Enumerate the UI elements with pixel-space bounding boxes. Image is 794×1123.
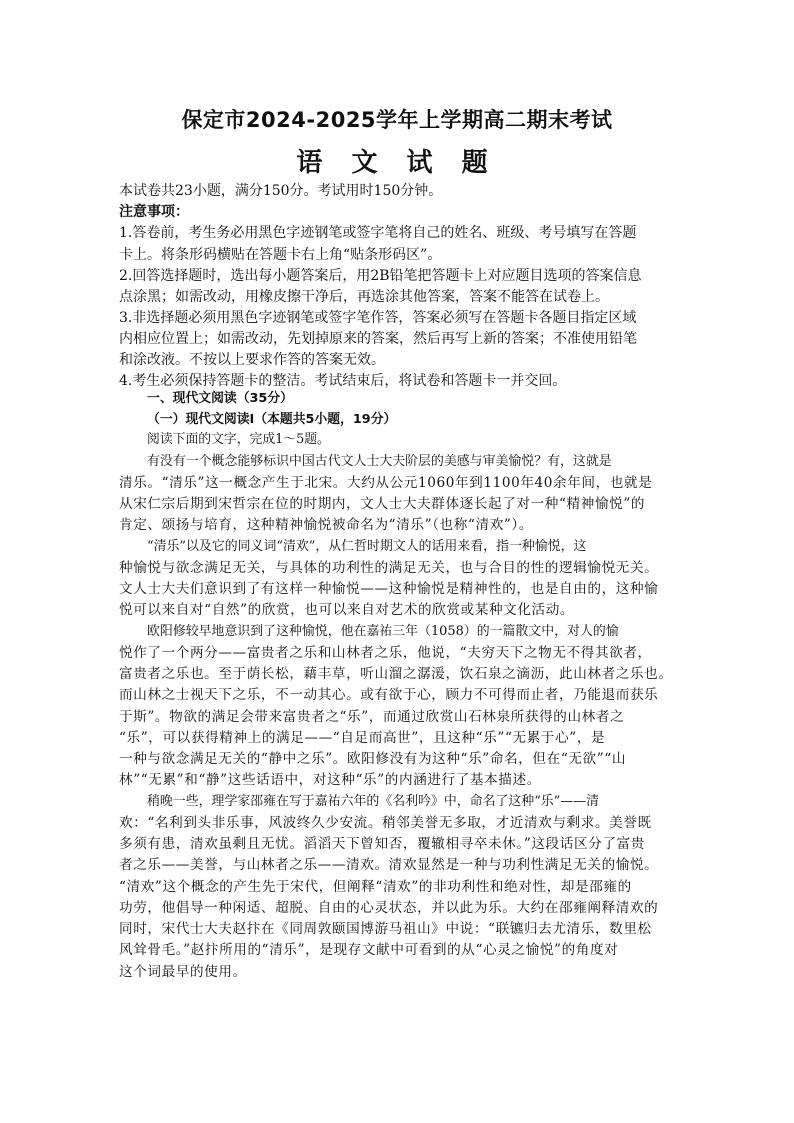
passage-line: “清乐”以及它的同义词“清欢”，从仁哲时期文人的话用来看，指一种愉悦，这: [147, 539, 587, 554]
exam-intro: 本试卷共23小题，满分150分。考试用时150分钟。: [119, 183, 443, 199]
passage-line: 悦可以来自对“自然”的欣赏，也可以来自对艺术的欣赏或某种文化活动。: [119, 602, 575, 618]
notice-line: 点涂黑；如需改动，用橡皮擦干净后，再选涂其他答案，答案不能答在试卷上。: [119, 289, 609, 305]
subject-title: 语 文 试 题: [296, 148, 498, 178]
passage-line: 一种与欲念满足无关的“静中之乐”。欧阳修没有为这种“乐”命名，但在“无欲”“山: [119, 751, 627, 767]
reading-instruction: 阅读下面的文字，完成1～5题。: [147, 432, 330, 447]
notice-line: 卡上。将条形码横贴在答题卡右上角“贴条形码区”。: [119, 247, 442, 263]
exam-title: 保定市2024-2025学年上学期高二期末考试: [181, 108, 613, 132]
passage-line: 清乐。“清乐”这一概念产生于北宋。大约从公元1060年到1100年40余年间，也就是: [119, 475, 653, 491]
passage-line: 多须有患，清欢虽剩且无忧。滔滔天下曾知否，覆辙相寻卒未休。”这段话区分了富贵: [119, 836, 645, 852]
passage-line: 有没有一个概念能够标识中国古代文人士大夫阶层的美感与审美愉悦？有，这就是: [147, 454, 612, 469]
passage-line: 而山林之士视天下之乐，不一动其心。或有欲于心，顾力不可得而止者，乃能退而获乐: [119, 687, 659, 703]
passage-line: 欧阳修较早地意识到了这种愉悦，他在嘉祐三年（1058）的一篇散文中，对人的愉: [147, 624, 619, 639]
notice-line: 2.回答选择题时，选出每小题答案后，用2B铅笔把答题卡上对应题目选项的答案信息: [119, 268, 642, 284]
sub-section-title: （一）现代文阅读Ⅰ（本题共5小题，19分）: [147, 412, 397, 427]
passage-line: 欢：“名利到头非乐事，风波终久少安流。稍邻美誉无多取，才近清欢与剩求。美誉既: [119, 815, 652, 831]
passage-line: 肯定、颂扬与培育，这种精神愉悦被命名为“清乐”（也称“清欢”）。: [119, 517, 534, 533]
passage-line: 功劳，他倡导一种闲适、超脱、自由的心灵状态，并以此为乐。大约在邵雍阐释清欢的: [119, 900, 659, 916]
passage-line: 富贵者之乐也。至于荫长松，藉丰草，听山溜之潺湲，饮石泉之滴沥，此山林者之乐也。: [119, 666, 673, 682]
notice-line: 1.答卷前，考生务必用黑色字迹钢笔或签字笔将自己的姓名、班级、考号填写在答题: [119, 225, 637, 241]
passage-line: 种愉悦与欲念满足无关，与具体的功利性的满足无关，也与合目的性的逻辑愉悦无关。: [119, 560, 659, 576]
passage-line: “清欢”这个概念的产生先于宋代，但阐释“清欢”的非功利性和绝对性，却是邵雍的: [119, 879, 632, 895]
notice-line: 和涂改液。不按以上要求作答的答案无效。: [119, 352, 385, 368]
notice-heading: 注意事项：: [119, 204, 189, 220]
passage-line: 稍晚一些，理学家邵雍在写于嘉祐六年的《名利吟》中，命名了这种“乐”——清: [147, 794, 600, 809]
passage-line: 悦作了一个两分——富贵者之乐和山林者之乐，他说，“夫穷天下之物无不得其欲者，: [119, 645, 652, 661]
passage-line: 林”“无累”和“静”这些话语中，对这种“乐”的内涵进行了基本描述。: [119, 772, 541, 788]
passage-line: 于斯”。物欲的满足会带来富贵者之“乐”，而通过欣赏山石林泉所获得的山林者之: [119, 709, 625, 725]
notice-line: 内相应位置上；如需改动，先划掉原来的答案，然后再写上新的答案；不准使用铅笔: [119, 331, 637, 347]
passage-line: 者之乐——美誉，与山林者之乐——清欢。清欢显然是一种与功利性满足无关的愉悦。: [119, 857, 659, 873]
passage-line: 文人士大夫们意识到了有这样一种愉悦——这种愉悦是精神性的，也是自由的，这种愉: [119, 581, 659, 597]
passage-line: 风耸骨毛。”赵抃所用的“清乐”，是现存文献中可看到的从“心灵之愉悦”的角度对: [119, 942, 619, 958]
part-title: 一、现代文阅读（35分）: [147, 391, 293, 406]
passage-line: “乐”，可以获得精神上的满足——“自足而高世”，且这种“乐”“无累于心”，是: [119, 730, 606, 746]
passage-line: 同时，宋代士大夫赵抃在《同周敦颐国博游马祖山》中说：“联镳归去尤清乐，数里松: [119, 921, 652, 937]
notice-line: 4.考生必须保持答题卡的整洁。考试结束后，将试卷和答题卡一并交回。: [119, 373, 567, 389]
passage-line: 这个词最早的使用。: [119, 964, 247, 980]
notice-line: 3.非选择题必须用黑色字迹钢笔或签字笔作答，答案必须写在答题卡各题目指定区域: [119, 310, 637, 326]
passage-line: 从宋仁宗后期到宋哲宗在位的时期内，文人士大夫群体逐长起了对一种“精神愉悦”的: [119, 496, 646, 512]
